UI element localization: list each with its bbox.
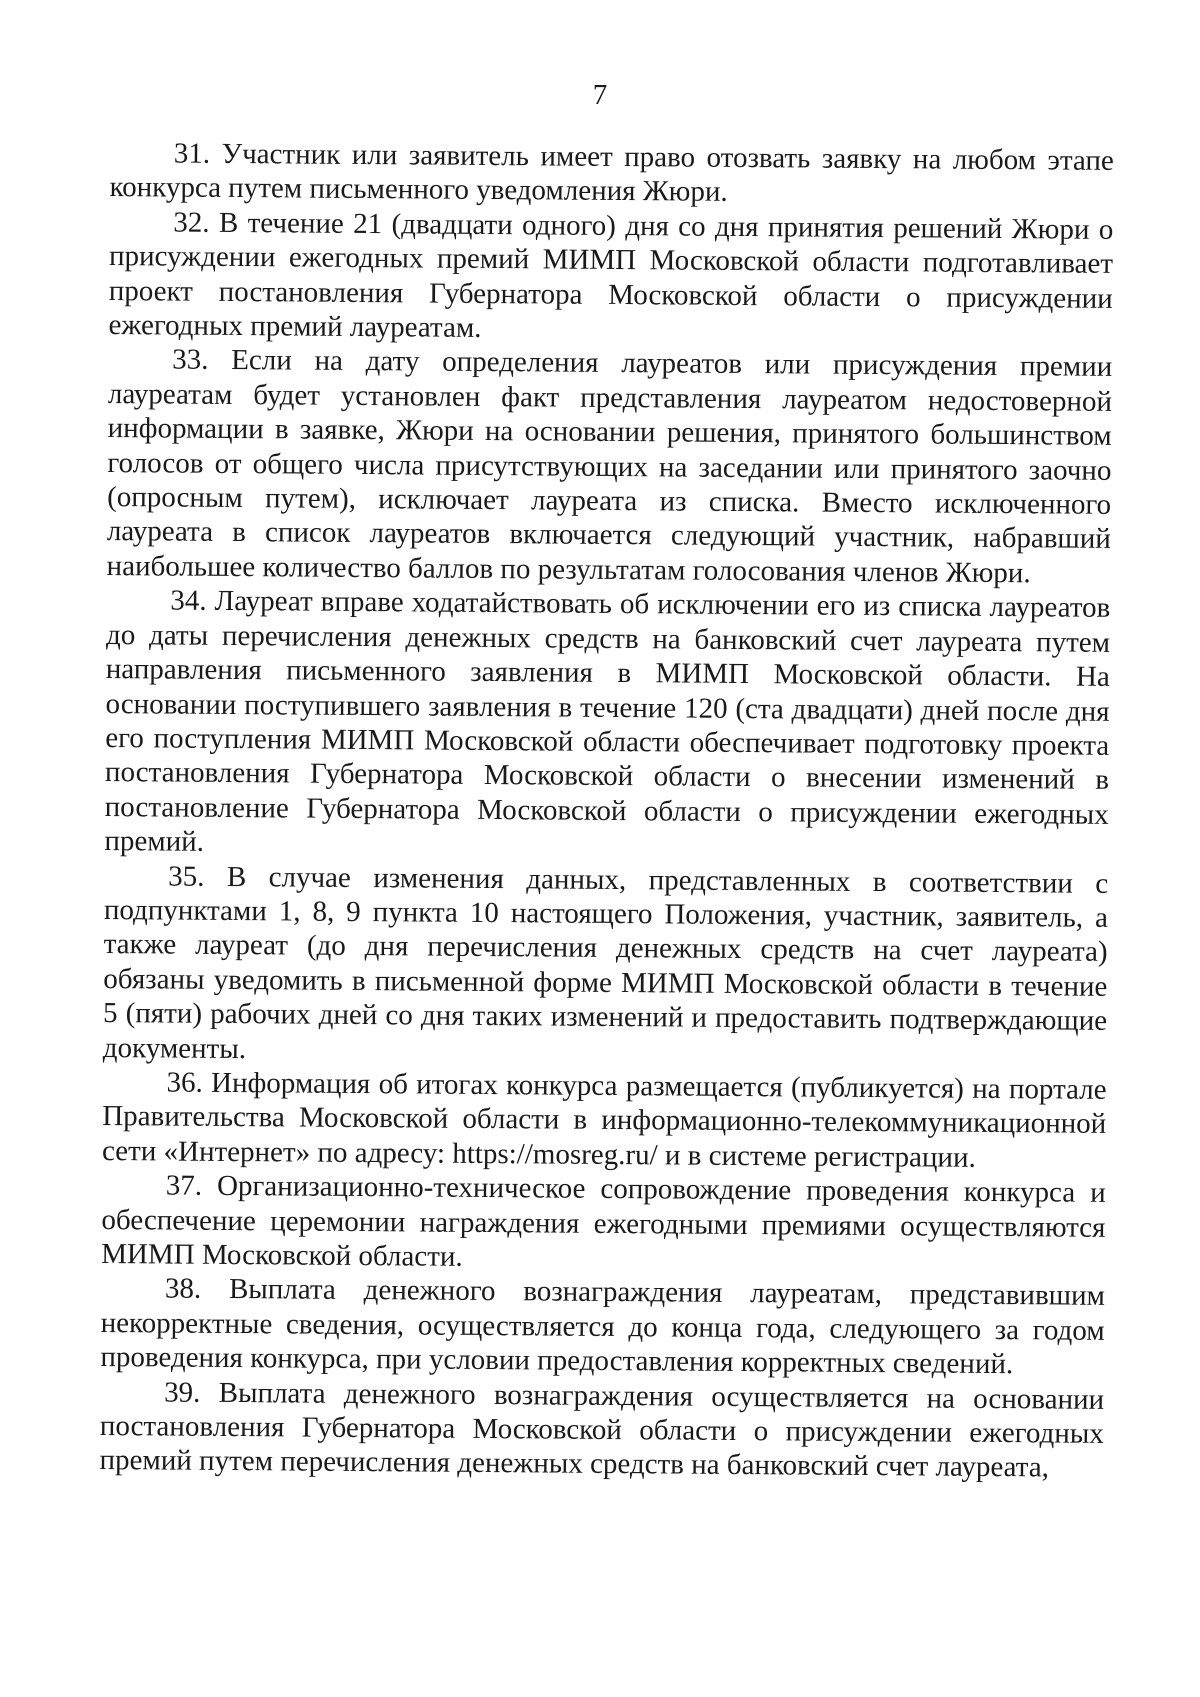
paragraph-33: 33. Если на дату определения лауреатов или присуждения премии лауреатам будет установлен факт представления лауреатом недостоверной информации в заявке, Жюри на основании решения, принятого большинством голосов от общего числа присутствующих на заседании или принятого заочно (опросным путем), исключает лауреата из списка. Вместо исключенного лауреата в список лауреатов включается следующий участник, набравший наибольшее количество баллов по результатам голосования членов Жюри. — [106, 343, 1113, 590]
paragraph-32: 32. В течение 21 (двадцати одного) дня со дня принятия решений Жюри о присуждении ежегодных премий МИМП Московской области подготавливает проект постановления Губернатора Московской области о присуждении ежегодных премий лауреатам. — [108, 206, 1114, 344]
paragraph-35: 35. В случае изменения данных, представленных в соответствии с подпунктами 1, 8, 9 пункта 10 настоящего Положения, участник, заявитель, а также лауреат (до дня перечисления денежных средств на счет лауреата) обязаны уведомить в письменной форме МИМП Московской области в течение 5 (пяти) рабочих дней со дня таких изменений и предоставить подтверждающие документы. — [102, 860, 1109, 1065]
document-body — [99, 136, 1114, 1486]
paragraph-38: 38. Выплата денежного вознаграждения лауреатам, представившим некорректные сведения, осуществляется до конца года, следующего за годом проведения конкурса, при условии предоставления корректных сведений. — [100, 1272, 1106, 1381]
paragraph-36: 36. Информация об итогах конкурса размещается (публикуется) на портале Правительства Московской области в информационно-телекоммуникационной сети «Интернет» по адресу: https://mosreg.ru/ и в системе регистрации. — [101, 1066, 1107, 1174]
paragraph-37: 37. Организационно-техническое сопровождение проведения конкурса и обеспечение церемонии награждения ежегодными премиями осуществляются МИМП Московской области. — [101, 1169, 1106, 1273]
paragraph-31: 31. Участник или заявитель имеет право отозвать заявку на любом этапе конкурса путем письменного уведомления Жюри. — [109, 137, 1114, 209]
paragraph-34: 34. Лауреат вправе ходатайствовать об исключении его из списка лауреатов до даты перечисления денежных средств на банковский счет лауреата путем направления письменного заявления в МИМП Московской области. На основании поступившего заявления в течение 120 (ста двадцати) дней после дня его поступления МИМП Московской области обеспечивает подготовку проекта постановления Губернатора Московской области о внесении изменений в постановление Губернатора Московской области о присуждении ежегодных премий. — [104, 584, 1111, 858]
page-number: 7 — [592, 79, 608, 111]
paragraph-39: 39. Выплата денежного вознаграждения осуществляется на основании постановления Губернатора Московской области о присуждении ежегодных премий путем перечисления денежных средств на банковский счет лауреата, — [99, 1376, 1105, 1484]
